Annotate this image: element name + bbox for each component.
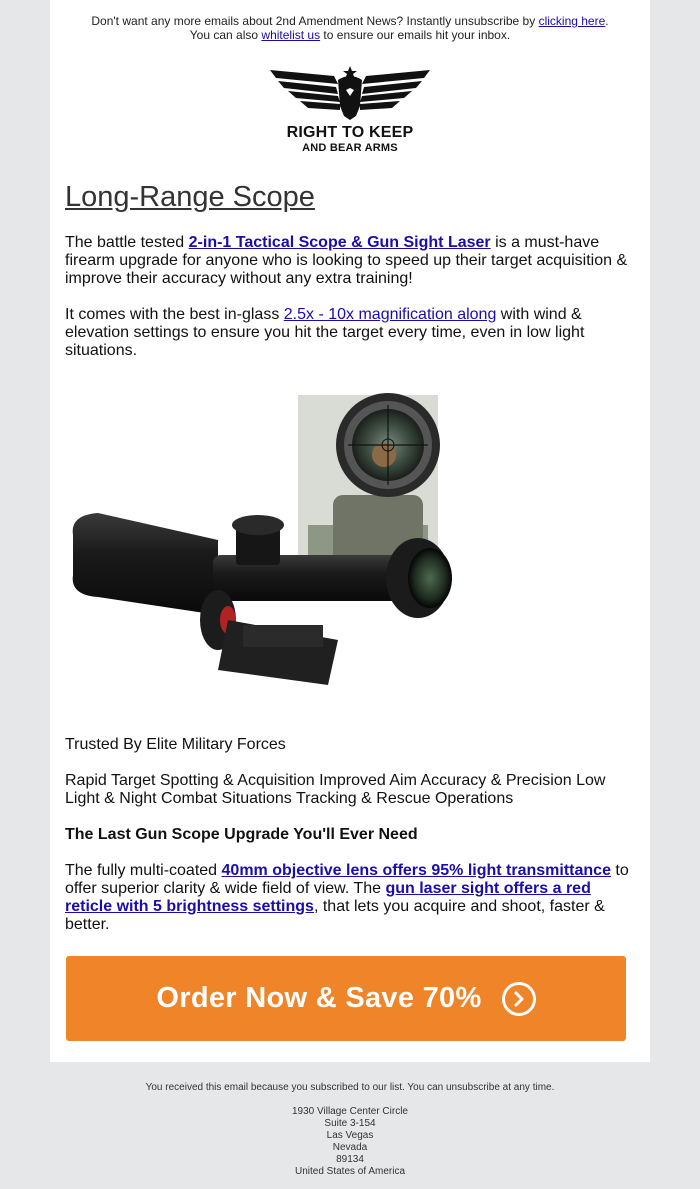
features-text: Rapid Target Spotting & Acquisition Improved Aim Accuracy & Precision Low Light & Night Combat Situations Tracking & Rescue Operations: [65, 772, 606, 807]
para-text: It comes with the best in-glass: [65, 306, 284, 323]
address-line: United States of America: [294, 1166, 406, 1177]
address-line: 89134: [336, 1154, 364, 1165]
lens-paragraph: [65, 862, 635, 934]
preheader: [50, 14, 650, 42]
magnification-link[interactable]: 2.5x - 10x magnification along: [283, 306, 497, 323]
magnification-paragraph: [65, 306, 635, 360]
whitelist-link[interactable]: whitelist us: [261, 28, 321, 42]
trusted-text: Trusted By Elite Military Forces: [65, 736, 286, 753]
upgrade-heading: The Last Gun Scope Upgrade You'll Ever Need: [65, 826, 418, 843]
para-text: with wind & elevation settings to ensure you hit the target every time, even in low light situations.: [65, 306, 585, 359]
preheader-text-3: to ensure our emails hit your inbox.: [320, 28, 511, 42]
preheader-period: .: [605, 14, 609, 28]
para-text: The battle tested: [65, 234, 189, 251]
brand-logo[interactable]: [268, 66, 432, 154]
order-now-button[interactable]: [66, 956, 626, 1041]
brand-line-2: AND BEAR ARMS: [302, 142, 398, 154]
laser-sight-link[interactable]: gun laser sight offers a red reticle with 5 brightness settings: [65, 880, 591, 915]
eagle-wings-icon: [268, 66, 432, 122]
unsubscribe-link[interactable]: clicking here: [538, 14, 606, 28]
brand-line-1: RIGHT TO KEEP: [286, 124, 414, 141]
preheader-text: Don't want any more emails about 2nd Amendment News? Instantly unsubscribe by: [91, 14, 539, 28]
email-card: [50, 0, 650, 1062]
address-line: Suite 3-154: [324, 1118, 376, 1129]
para-text: The fully multi-coated: [65, 862, 222, 879]
preheader-text-2: You can also: [189, 28, 262, 42]
rifle-scope-image: [68, 375, 458, 715]
para-text: to offer superior clarity & wide field of view. The: [65, 862, 629, 897]
address-line: Las Vegas: [326, 1130, 374, 1141]
subscription-notice: You received this email because you subscribed to our list. You can unsubscribe at any time.: [145, 1082, 555, 1093]
intro-paragraph: [65, 234, 635, 288]
para-text: is a must-have firearm upgrade for anyone who is looking to speed up their target acquisition & improve their accuracy without any extra training!: [65, 234, 628, 287]
address-line: Nevada: [332, 1142, 368, 1153]
footer: [50, 1082, 650, 1178]
lens-link[interactable]: 40mm objective lens offers 95% light transmittance: [221, 862, 611, 879]
address-line: 1930 Village Center Circle: [292, 1106, 408, 1117]
page-title[interactable]: Long-Range Scope: [65, 181, 315, 213]
arrow-circle-right-icon: [502, 982, 536, 1016]
mailing-address: [50, 1106, 650, 1178]
scope-laser-link[interactable]: 2-in-1 Tactical Scope & Gun Sight Laser: [188, 234, 491, 251]
order-now-label: Order Now & Save 70%: [156, 982, 482, 1014]
para-text: , that lets you acquire and shoot, faster & better.: [65, 898, 605, 933]
product-image[interactable]: [68, 375, 458, 715]
